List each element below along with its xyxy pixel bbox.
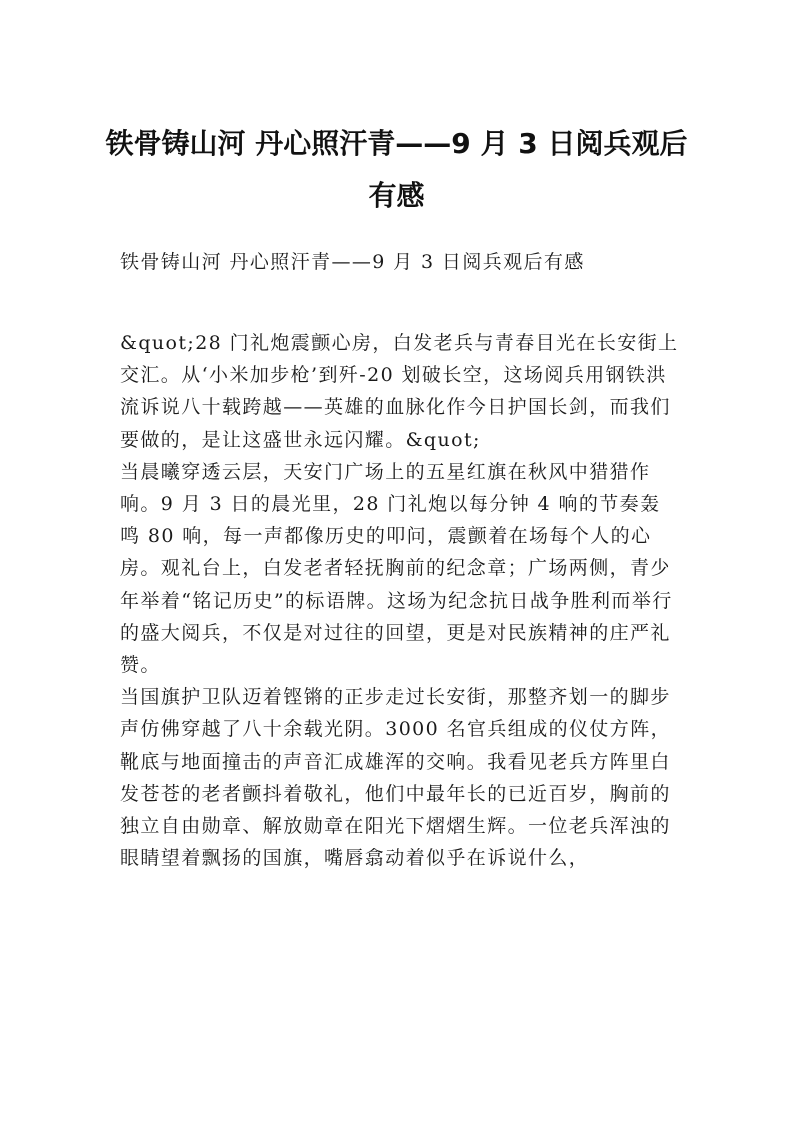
paragraph-quote: &quot;28 门礼炮震颤心房，白发老兵与青春目光在长安街上交汇。从‘小米加步枪’到歼-20 划破长空，这场阅兵用钢铁洪流诉说八十载跨越——英雄的血脉化作今日护国长剑，而我们要做的，是让这盛世永远闪耀。&quot; — [120, 332, 679, 451]
article-subtitle: 铁骨铸山河 丹心照汗青——9 月 3 日阅兵观后有感 — [120, 251, 585, 273]
article-body — [120, 327, 680, 874]
page-title: 铁骨铸山河 丹心照汗青——9 月 3 日阅兵观后有感 — [105, 127, 688, 212]
paragraph: 当晨曦穿透云层，天安门广场上的五星红旗在秋风中猎猎作响。9 月 3 日的晨光里，28 门礼炮以每分钟 4 响的节奏轰鸣 80 响，每一声都像历史的叩问，震颤着在场每个人的心房。观礼台上，白发老者轻抚胸前的纪念章；广场两侧，青少年举着“铭记历史”的标语牌。这场为纪念抗日战争胜利而举行的盛大阅兵，不仅是对过往的回望，更是对民族精神的庄严礼赞。 — [120, 460, 673, 677]
paragraph: 当国旗护卫队迈着铿锵的正步走过长安街，那整齐划一的脚步声仿佛穿越了八十余载光阴。3000 名官兵组成的仪仗方阵，靴底与地面撞击的声音汇成雄浑的交响。我看见老兵方阵里白发苍苍的老者颤抖着敬礼，他们中最年长的已近百岁，胸前的独立自由勋章、解放勋章在阳光下熠熠生辉。一位老兵浑浊的眼睛望着飘扬的国旗，嘴唇翕动着似乎在诉说什么， — [120, 686, 671, 870]
